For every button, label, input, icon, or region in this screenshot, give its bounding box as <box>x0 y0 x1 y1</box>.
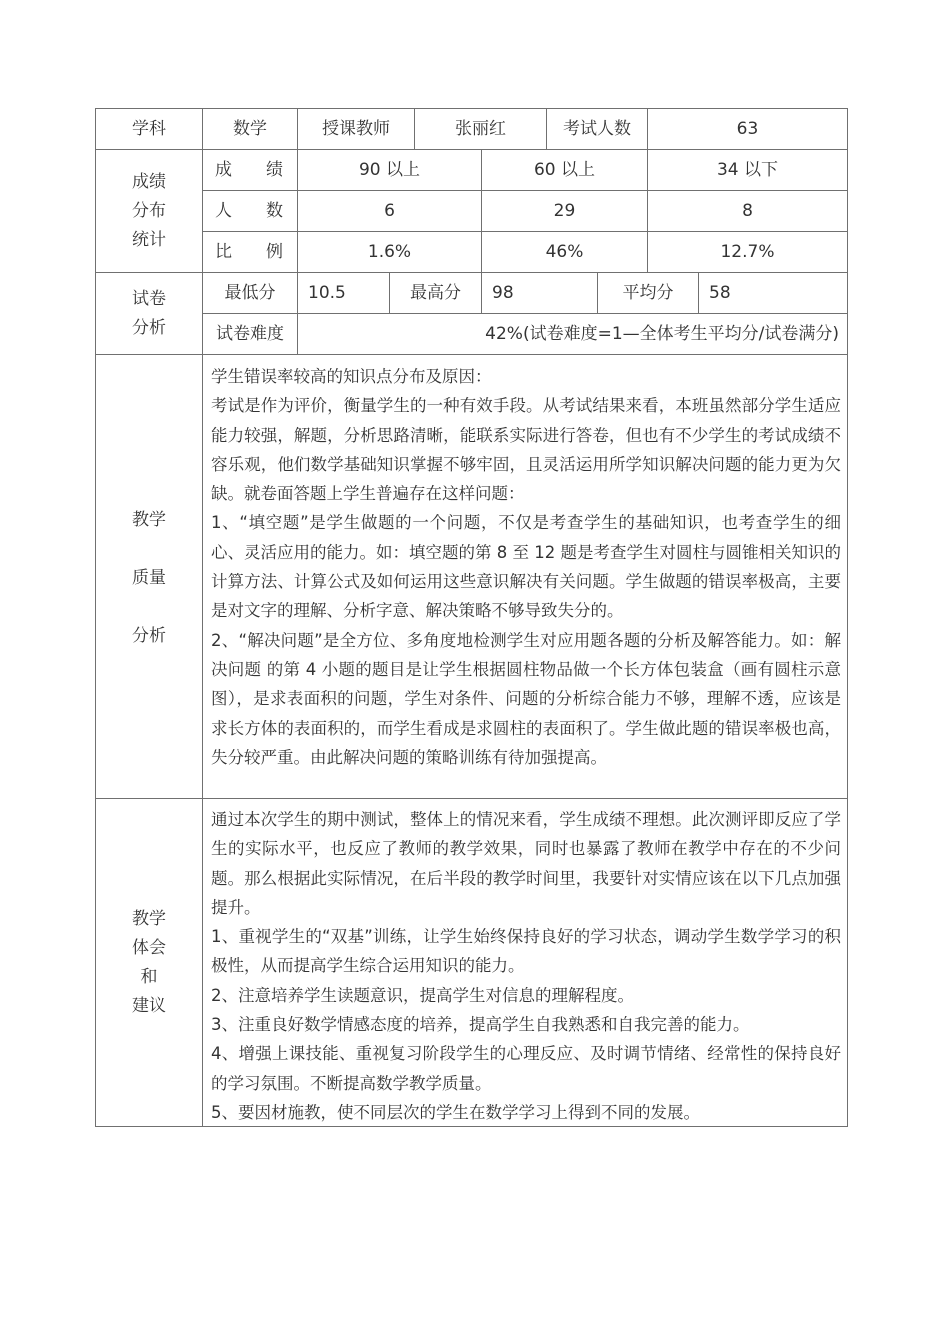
ratio-row-label <box>203 232 297 272</box>
exam-count-value: 63 <box>736 119 759 139</box>
band-90-above: 90 以上 <box>358 160 421 180</box>
quality-section-label <box>96 355 202 798</box>
label-char: 数 <box>266 201 283 221</box>
section-label-line: 教学 <box>132 908 166 929</box>
section-label-line: 体会 <box>132 937 166 958</box>
ratio-90-above: 1.6% <box>367 242 412 262</box>
section-label-line: 建议 <box>132 995 166 1016</box>
rule <box>95 798 848 799</box>
reflection-text <box>211 805 841 1123</box>
ratio-60-above: 46% <box>545 242 584 262</box>
exam-count-label: 考试人数 <box>563 119 631 139</box>
reflection-section-label <box>96 799 202 1126</box>
reflection-paragraph: 4、增强上课技能、重视复习阶段学生的心理反应、及时调节情绪、经常性的保持良好的学习氛围。不断提高数学教学质量。 <box>211 1044 841 1093</box>
section-label-line: 质量 <box>132 568 166 588</box>
count-90-above: 6 <box>384 201 395 221</box>
avg-score-value: 58 <box>709 283 731 303</box>
label-char: 例 <box>266 242 283 262</box>
score-row-label <box>203 150 297 190</box>
reflection-paragraph: 3、注重良好数学情感态度的培养，提高学生自我熟悉和自我完善的能力。 <box>211 1015 750 1035</box>
difficulty-value: 42%(试卷难度=1—全体考生平均分/试卷满分) <box>485 324 839 344</box>
paper-section-label <box>96 273 202 354</box>
reflection-paragraph: 通过本次学生的期中测试，整体上的情况来看，学生成绩不理想。此次测评即反应了学生的实际水平，也反应了教师的教学效果，同时也暴露了教师在教学中存在的不少问题。那么根据此实际情况，在后半段的教学时间里，我要针对实情应该在以下几点加强提升。 <box>211 810 841 917</box>
subject-value: 数学 <box>233 119 267 139</box>
teacher-value: 张丽红 <box>455 119 506 139</box>
avg-score-label: 平均分 <box>622 283 674 303</box>
ratio-34-below: 12.7% <box>720 242 775 262</box>
label-char: 绩 <box>266 160 283 180</box>
section-label-line: 分布 <box>132 200 166 221</box>
label-char: 人 <box>215 201 232 221</box>
label-char: 成 <box>215 160 232 180</box>
quality-paragraph: 考试是作为评价，衡量学生的一种有效手段。从考试结果来看，本班虽然部分学生适应能力较强，解题，分析思路清晰，能联系实际进行答卷，但也有不少学生的考试成绩不容乐观，他们数学基础知识掌握不够牢固，且灵活运用所学知识解决问题的能力更为欠缺。就卷面答题上学生普遍存在这样问题： <box>211 396 841 504</box>
reflection-paragraph: 1、重视学生的“双基”训练，让学生始终保持良好的学习状态，调动学生数学学习的积极性，从而提高学生综合运用知识的能力。 <box>211 927 841 976</box>
max-score-value: 98 <box>492 283 514 303</box>
count-row-label <box>203 191 297 231</box>
band-34-below: 34 以下 <box>716 160 779 180</box>
max-score-label: 最高分 <box>410 283 461 303</box>
min-score-value: 10.5 <box>308 283 346 303</box>
label-char: 比 <box>215 242 232 262</box>
min-score-label: 最低分 <box>224 283 276 303</box>
band-60-above: 60 以上 <box>533 160 596 180</box>
distribution-section-label <box>96 150 202 272</box>
quality-paragraph: 1、“填空题”是学生做题的一个问题，不仅是考查学生的基础知识，也考查学生的细心、灵活应用的能力。如：填空题的第 8 至 12 题是考查学生对圆柱与圆锥相关知识的计算方法、计算公式及如何运用这些意识解决有关问题。学生做题的错误率极高，主要是对文字的理解、分析字意、解决策略不够导致失分的。 <box>211 513 841 621</box>
count-34-below: 8 <box>742 201 753 221</box>
teacher-label: 授课教师 <box>322 119 390 139</box>
rule <box>95 354 848 355</box>
count-60-above: 29 <box>553 201 576 221</box>
section-label-line: 分析 <box>132 317 166 338</box>
section-label-line: 和 <box>140 966 158 987</box>
reflection-paragraph: 5、要因材施教，使不同层次的学生在数学学习上得到不同的发展。 <box>211 1102 700 1122</box>
subject-label: 学科 <box>132 119 166 139</box>
section-label-line: 试卷 <box>132 288 166 309</box>
section-label-line: 分析 <box>132 626 166 646</box>
quality-analysis-text <box>211 362 841 796</box>
rule <box>847 108 848 1126</box>
section-label-line: 成绩 <box>132 171 166 192</box>
reflection-paragraph: 2、注意培养学生读题意识，提高学生对信息的理解程度。 <box>211 985 634 1005</box>
quality-paragraph: 2、“解决问题”是全方位、多角度地检测学生对应用题各题的分析及解答能力。如：解决问题 的第 4 小题的题目是让学生根据圆柱物品做一个长方体包装盒（画有圆柱示意图），是求表面积的问题，学生对条件、问题的分析综合能力不够，理解不透，应该是求长方体的表面积的，而学生看成是求圆柱的表面积了。学生做此题的错误率极也高，失分较严重。由此解决问题的策略训练有待加强提高。 <box>211 630 841 767</box>
section-label-line: 教学 <box>132 510 166 530</box>
section-label-line: 统计 <box>132 229 166 250</box>
quality-paragraph: 学生错误率较高的知识点分布及原因： <box>211 367 492 386</box>
difficulty-label: 试卷难度 <box>216 324 284 344</box>
